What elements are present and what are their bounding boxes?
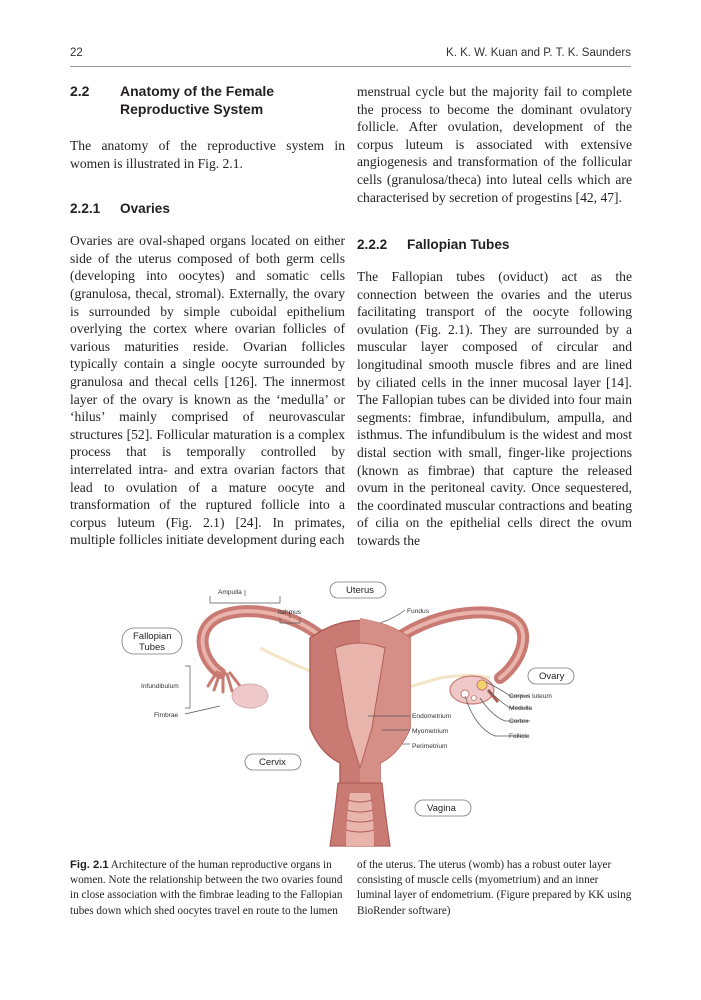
subsection-title-ovaries: Ovaries [120, 201, 170, 217]
label-cortex: Cortex [509, 718, 529, 725]
label-fallopian-line-2: Tubes [139, 642, 166, 653]
section-heading [70, 82, 345, 118]
subsection-heading-fallopian [357, 236, 632, 254]
left-ovary [232, 684, 268, 708]
label-perimetrium: Perimetrium [412, 743, 448, 750]
running-authors: K. K. W. Kuan and P. T. K. Saunders [446, 47, 631, 59]
label-endometrium: Endometrium [412, 713, 452, 720]
caption-text: Architecture of the human reproductive organs in women. Note the relationship between the two ovaries found in close association with the fimbrae leading to the Fallopian tubes down which shed oocytes travel en route to the lumen [70, 859, 343, 917]
uterus-diagram [110, 578, 610, 850]
subsection-title-fallopian: Fallopian Tubes [407, 237, 510, 252]
label-uterus: Uterus [346, 585, 374, 596]
label-follicle: Follicle [509, 733, 530, 740]
ovaries-paragraph-continued: menstrual cycle but the majority fail to complete the process to become the dominant ovulatory follicle. After ovulation, development of the corpus luteum is associated with extensive angiogenesis and transformation of the follicular cells (granulosa/theca) into luteal cells which are characterised by secretion of progestins [42, 47]. [357, 84, 632, 205]
label-fimbrae: Fimbrae [154, 712, 179, 719]
right-column [357, 83, 632, 550]
label-infundibulum: Infundibulum [141, 683, 179, 690]
label-isthmus: Isthmus [278, 609, 302, 616]
label-fallopian-line-1: Fallopian [133, 631, 172, 642]
label-medulla: Medulla [509, 705, 533, 712]
left-column [70, 82, 345, 549]
intro-text: The anatomy of the reproductive system in women is illustrated in Fig. 2.1. [70, 138, 345, 171]
infundibulum-bracket [185, 666, 190, 708]
subsection-number-ovaries: 2.2.1 [70, 201, 101, 217]
page-number: 22 [70, 47, 83, 59]
subsection-number-fallopian: 2.2.2 [357, 237, 388, 252]
header-rule [70, 66, 631, 67]
ampulla-bracket [210, 596, 280, 603]
label-ampulla: Ampulla [218, 589, 242, 596]
figure-caption-left [70, 858, 345, 919]
label-corpus-luteum: Corpus luteum [509, 693, 552, 700]
running-header [70, 47, 631, 67]
caption-label: Fig. 2.1 [70, 859, 109, 871]
fallopian-paragraph: The Fallopian tubes (oviduct) act as the connection between the ovaries and the uterus facilitating transport of the oocyte following ovulation (Fig. 2.1). They are surrounded by a muscular layer composed of circular and longitudinal smooth muscle fibres and are lined by ciliated cells in the inner mucosal layer [14]. The Fallopian tubes can be divided into four main segments: fimbrae, infundibulum, ampulla, and isthmus. The infundibulum is the widest and most distal section with small, finger-like projections (known as fimbrae) that capture the released ovum in the peritoneal cavity. Once sequestered, the coordinated muscular contractions and beating of cilia on the epithelial cells direct the ovum towards the [357, 269, 632, 548]
label-ovary: Ovary [539, 671, 565, 682]
anatomy-figure [110, 578, 610, 850]
section-number: 2.2 [70, 83, 90, 99]
figure-caption-right: of the uterus. The uterus (womb) has a robust outer layer consisting of muscle cells (myometrium) and an inner luminal layer of endometrium. (Figure prepared by KK using BioRender software) [357, 859, 632, 917]
left-fallopian-tube [203, 611, 325, 673]
fundus-leader [380, 610, 405, 623]
label-cervix: Cervix [259, 757, 286, 768]
subsection-heading-ovaries [70, 200, 345, 218]
section-intro [70, 137, 345, 172]
right-fallopian-tube [395, 612, 523, 678]
label-vagina: Vagina [427, 803, 456, 814]
label-myometrium: Myometrium [412, 728, 449, 735]
label-fundus: Fundus [407, 608, 429, 615]
corpus-luteum-mark [477, 680, 487, 690]
section-title: Anatomy of the Female Reproductive System [120, 83, 275, 117]
ovaries-paragraph: Ovaries are oval-shaped organs located on either side of the uterus composed of both germ cells (developing into oocytes) and somatic cells (granulosa, thecal, stromal). Externally, the ovary is surrounded by simple cuboidal epithelium overlying the cortex where ovarian follicles of various maturities reside. Ovarian follicles typically contain a single oocyte surrounded by granulosa and thecal cells [126]. The innermost layer of the ovary is known as the ‘medulla’ or ‘hilus’ mainly comprised of neurovascular structures [52]. Follicular maturation is a complex process that is temporally controlled by interrelated intra- and extra ovarian factors that lead to ovulation of a mature oocyte and transformation of the ruptured follicle into a corpus luteum (Fig. 2.1) [24]. In primates, multiple follicles initiate development during each [70, 233, 345, 548]
